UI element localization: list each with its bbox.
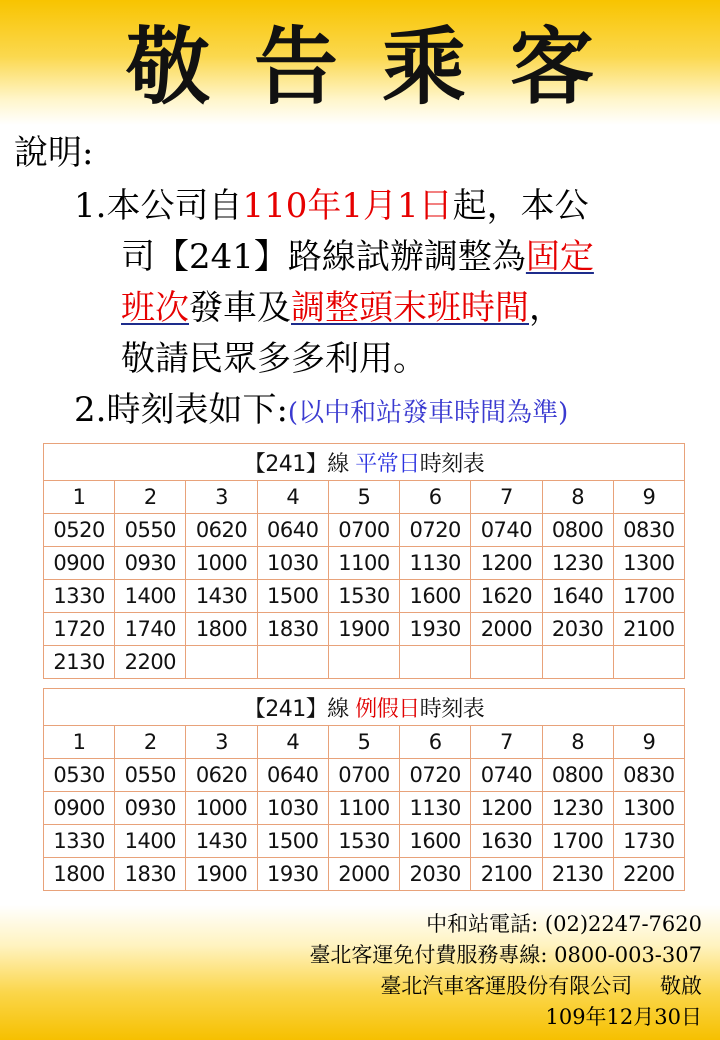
departure-time-cell: 0900 — [44, 547, 115, 580]
departure-time-cell: 2130 — [44, 646, 115, 679]
departure-time-cell: 2100 — [471, 858, 542, 891]
table-row — [44, 613, 685, 646]
column-header: 1 — [44, 726, 115, 759]
table-row — [44, 759, 685, 792]
departure-time-cell: 1000 — [186, 547, 257, 580]
departure-time-cell: 1530 — [328, 825, 399, 858]
departure-time-cell: 2030 — [542, 613, 613, 646]
column-header: 5 — [328, 481, 399, 514]
column-header: 1 — [44, 481, 115, 514]
departure-time-cell — [400, 646, 471, 679]
departure-time-cell: 2030 — [400, 858, 471, 891]
departure-time-cell: 1500 — [257, 580, 328, 613]
column-header: 2 — [115, 726, 186, 759]
footer-company: 臺北汽車客運股份有限公司 敬啟 — [380, 974, 702, 998]
departure-time-cell: 1430 — [186, 825, 257, 858]
departure-time-cell: 1200 — [471, 547, 542, 580]
departure-time-cell: 0550 — [115, 759, 186, 792]
departure-time-cell: 1930 — [400, 613, 471, 646]
item1-text-b: 起，本公 — [452, 186, 589, 226]
departure-time-cell: 2000 — [328, 858, 399, 891]
departure-time-cell: 1740 — [115, 613, 186, 646]
departure-time-cell: 1800 — [44, 858, 115, 891]
column-header: 9 — [613, 481, 684, 514]
column-header: 2 — [115, 481, 186, 514]
table-row — [44, 858, 685, 891]
departure-time-cell: 1730 — [613, 825, 684, 858]
column-header: 7 — [471, 481, 542, 514]
departure-time-cell — [186, 646, 257, 679]
departure-time-cell: 1230 — [542, 792, 613, 825]
departure-time-cell: 1700 — [613, 580, 684, 613]
holiday-title-suffix: 時刻表 — [419, 696, 485, 722]
column-header: 9 — [613, 726, 684, 759]
fixed-highlight: 固定 — [525, 237, 594, 277]
departure-time-cell: 1000 — [186, 792, 257, 825]
table-row — [44, 646, 685, 679]
item1-line4: 敬請民眾多多利用。 — [121, 339, 427, 379]
departure-time-cell: 1800 — [186, 613, 257, 646]
departure-time-cell: 1100 — [328, 547, 399, 580]
holiday-timetable — [43, 688, 685, 891]
departure-time-cell: 1300 — [613, 547, 684, 580]
departure-time-cell: 1330 — [44, 580, 115, 613]
item1-comma: ， — [529, 288, 563, 328]
column-header: 6 — [400, 481, 471, 514]
departure-time-cell — [257, 646, 328, 679]
departure-time-cell: 1620 — [471, 580, 542, 613]
item1-line3 — [121, 288, 563, 328]
departure-time-cell: 0530 — [44, 759, 115, 792]
departure-time-cell: 0700 — [328, 759, 399, 792]
table-row — [44, 825, 685, 858]
departure-time-cell: 0620 — [186, 759, 257, 792]
departure-time-cell: 1030 — [257, 547, 328, 580]
departure-time-cell: 1130 — [400, 792, 471, 825]
holiday-label: 例假日 — [355, 696, 420, 722]
departure-time-cell: 1630 — [471, 825, 542, 858]
departure-time-cell: 2200 — [115, 646, 186, 679]
holiday-table-title — [44, 689, 685, 726]
departure-time-cell: 0620 — [186, 514, 257, 547]
departure-time-cell: 0930 — [115, 792, 186, 825]
departure-time-cell: 0640 — [257, 759, 328, 792]
item1-text-c: 司【241】路線試辦調整為 — [121, 237, 526, 277]
table-row — [44, 514, 685, 547]
departure-time-cell: 0550 — [115, 514, 186, 547]
departure-time-cell: 0700 — [328, 514, 399, 547]
departure-time-cell: 2000 — [471, 613, 542, 646]
notice-title: 敬告乘客 — [125, 17, 638, 116]
departure-time-cell: 0740 — [471, 514, 542, 547]
column-header-row — [44, 726, 685, 759]
departure-time-cell: 0800 — [542, 514, 613, 547]
departure-time-cell: 1400 — [115, 825, 186, 858]
departure-time-cell: 0640 — [257, 514, 328, 547]
departure-time-cell: 1100 — [328, 792, 399, 825]
column-header-row — [44, 481, 685, 514]
departure-time-cell: 0930 — [115, 547, 186, 580]
departure-time-cell: 0830 — [613, 759, 684, 792]
departure-time-cell: 1330 — [44, 825, 115, 858]
departure-time-cell: 0900 — [44, 792, 115, 825]
departure-time-cell: 1830 — [115, 858, 186, 891]
departure-time-cell: 2130 — [542, 858, 613, 891]
departure-time-cell — [328, 646, 399, 679]
item1-line1 — [74, 186, 589, 226]
departure-time-cell: 1300 — [613, 792, 684, 825]
column-header: 7 — [471, 726, 542, 759]
departure-time-cell: 1640 — [542, 580, 613, 613]
weekday-timetable — [43, 443, 685, 679]
footer-hotline: 臺北客運免付費服務專線: 0800-003-307 — [309, 943, 702, 967]
departure-time-cell: 1230 — [542, 547, 613, 580]
column-header: 3 — [186, 481, 257, 514]
departure-time-cell: 1200 — [471, 792, 542, 825]
column-header: 8 — [542, 481, 613, 514]
table-row — [44, 547, 685, 580]
timing-note: (以中和站發車時間為準) — [287, 398, 569, 428]
departure-time-cell: 1130 — [400, 547, 471, 580]
item1-line2 — [121, 237, 594, 277]
item2-line — [74, 390, 568, 433]
departure-time-cell: 0800 — [542, 759, 613, 792]
table-row — [44, 792, 685, 825]
departure-time-cell: 1600 — [400, 825, 471, 858]
departure-time-cell: 1900 — [186, 858, 257, 891]
departure-time-cell: 1030 — [257, 792, 328, 825]
item2-text: 時刻表如下: — [106, 390, 288, 430]
column-header: 6 — [400, 726, 471, 759]
effective-date: 110年1月1日 — [242, 186, 453, 226]
departure-time-cell: 1430 — [186, 580, 257, 613]
departure-time-cell: 2100 — [613, 613, 684, 646]
time-adjust-highlight: 調整頭末班時間 — [291, 288, 529, 328]
footer-phone: 中和站電話: (02)2247-7620 — [426, 912, 702, 936]
departure-time-cell: 1400 — [115, 580, 186, 613]
weekday-label: 平常日 — [355, 451, 420, 477]
schedule-highlight: 班次 — [121, 288, 189, 328]
weekday-title-prefix: 【241】線 — [243, 451, 349, 477]
table-row — [44, 580, 685, 613]
departure-time-cell — [542, 646, 613, 679]
departure-time-cell: 0720 — [400, 514, 471, 547]
weekday-title-suffix: 時刻表 — [419, 451, 485, 477]
item2-number: 2. — [74, 390, 107, 430]
item1-text-d: 發車及 — [189, 288, 291, 328]
column-header: 8 — [542, 726, 613, 759]
weekday-table-title — [44, 444, 685, 481]
column-header: 4 — [257, 481, 328, 514]
departure-time-cell: 1900 — [328, 613, 399, 646]
departure-time-cell — [471, 646, 542, 679]
departure-time-cell: 0740 — [471, 759, 542, 792]
departure-time-cell: 1600 — [400, 580, 471, 613]
column-header: 5 — [328, 726, 399, 759]
departure-time-cell: 1830 — [257, 613, 328, 646]
column-header: 3 — [186, 726, 257, 759]
holiday-title-prefix: 【241】線 — [243, 696, 349, 722]
departure-time-cell: 0520 — [44, 514, 115, 547]
departure-time-cell: 1930 — [257, 858, 328, 891]
departure-time-cell: 2200 — [613, 858, 684, 891]
item1-text-a: 本公司自 — [106, 186, 243, 226]
item1-number: 1. — [74, 186, 107, 226]
departure-time-cell: 0720 — [400, 759, 471, 792]
departure-time-cell: 1700 — [542, 825, 613, 858]
intro-label: 說明: — [14, 133, 94, 173]
departure-time-cell: 1500 — [257, 825, 328, 858]
departure-time-cell — [613, 646, 684, 679]
departure-time-cell: 1720 — [44, 613, 115, 646]
footer-date: 109年12月30日 — [545, 1005, 702, 1029]
column-header: 4 — [257, 726, 328, 759]
departure-time-cell: 0830 — [613, 514, 684, 547]
departure-time-cell: 1530 — [328, 580, 399, 613]
